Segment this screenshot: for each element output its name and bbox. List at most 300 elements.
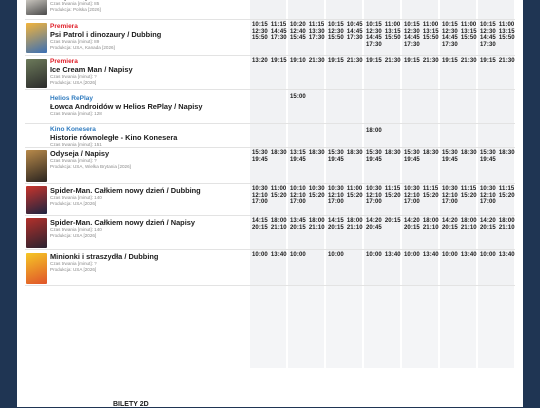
showtime-list (364, 148, 400, 163)
movie-row-historie-rownolegle (17, 124, 523, 148)
showtime-line (290, 252, 324, 259)
showtime-link[interactable]: 12:30 (328, 28, 344, 35)
showtime-link[interactable]: 13:20 (252, 58, 268, 64)
showtime-link[interactable]: 18:30 (346, 150, 363, 156)
day-cell (402, 56, 438, 89)
showtime-link[interactable]: 20:15 (290, 224, 306, 231)
day-cell (326, 148, 362, 183)
showtime-link[interactable]: 17:30 (480, 41, 496, 48)
showtime-link[interactable]: 15:30 (442, 150, 458, 156)
showtime-link[interactable]: 12:10 (442, 192, 458, 199)
showtime-link[interactable]: 10:00 (328, 252, 344, 258)
movie-production: Produkcja: USA [2026] (50, 201, 97, 206)
showtime-link[interactable]: 21:10 (460, 224, 477, 231)
showtime-link[interactable]: 13:15 (384, 28, 401, 35)
showtime-link[interactable]: 15:00 (290, 94, 306, 100)
showtime-link[interactable]: 11:00 (422, 22, 439, 28)
showtime-link[interactable]: 19:45 (404, 156, 420, 163)
showtime-link[interactable]: 20:15 (442, 224, 458, 231)
showtime-link[interactable]: 17:00 (480, 199, 496, 205)
showtime-link[interactable]: 20:15 (328, 224, 344, 231)
showtime-link[interactable]: 11:15 (308, 22, 325, 28)
movie-production: Produkcja: USA [2026] (50, 267, 97, 272)
movie-duration: Czas trwania [minut]: 89 (50, 39, 100, 44)
showtime-link[interactable]: 14:45 (366, 35, 382, 41)
day-cell (478, 56, 514, 89)
day-cell (288, 250, 324, 285)
showtime-link[interactable]: 18:00 (346, 218, 363, 224)
showtime-link[interactable]: 18:30 (422, 150, 439, 156)
showtime-line (366, 225, 400, 232)
showtime-line (366, 186, 400, 193)
showtime-link[interactable]: 11:00 (384, 22, 401, 28)
showtime-link[interactable]: 21:30 (498, 58, 515, 64)
movie-title[interactable]: Spider-Man. Całkiem nowy dzień / Napisy (50, 218, 195, 227)
showtime-link[interactable]: 18:30 (460, 150, 477, 156)
showtime-link[interactable]: 14:20 (404, 218, 420, 224)
day-cell (440, 216, 476, 249)
showtime-link[interactable]: 10:10 (290, 186, 306, 192)
showtime-link[interactable]: 17:00 (328, 199, 344, 205)
showtime-link[interactable]: 12:10 (404, 192, 420, 199)
movie-row-minionki (17, 250, 523, 286)
showtime-list (326, 216, 362, 231)
showtime-line (290, 225, 324, 232)
showtime-link[interactable]: 10:00 (252, 252, 268, 258)
showtime-link[interactable]: 11:00 (346, 186, 363, 192)
day-cell-empty (250, 286, 286, 368)
showtime-line (442, 186, 476, 193)
showtime-link[interactable]: 13:15 (460, 28, 477, 35)
showtime-link[interactable]: 10:00 (290, 252, 306, 258)
showtime-link[interactable]: 21:30 (384, 58, 401, 64)
day-cell (364, 56, 400, 89)
showtime-link[interactable]: 10:30 (480, 186, 496, 192)
showtime-link[interactable]: 17:30 (366, 41, 382, 48)
movie-info (50, 95, 260, 117)
movie-row-odyseja (17, 148, 523, 184)
showtime-link[interactable]: 17:30 (442, 41, 458, 48)
movie-duration: Czas trwania [minut]: 85 (50, 1, 100, 6)
showtime-link[interactable]: 20:15 (404, 224, 420, 231)
day-cell (326, 0, 362, 19)
showtime-link[interactable]: 10:20 (290, 22, 306, 28)
movie-info (50, 0, 260, 13)
showtime-link[interactable]: 12:10 (290, 192, 306, 199)
showtime-link[interactable]: 17:30 (404, 41, 420, 48)
showtime-link[interactable]: 18:30 (270, 150, 287, 156)
showtime-line (404, 58, 438, 65)
showtime-line (480, 35, 514, 42)
showtime-link[interactable]: 14:45 (346, 28, 363, 35)
movie-row-spider-man-napisy (17, 216, 523, 250)
showtime-link[interactable]: 14:20 (366, 218, 382, 224)
day-cell (250, 184, 286, 215)
showtime-link[interactable]: 19:10 (290, 58, 306, 64)
showtime-link[interactable]: 15:50 (252, 35, 268, 41)
showtime-link[interactable]: 10:30 (366, 186, 382, 192)
movie-poster[interactable] (26, 186, 47, 214)
showtime-line (328, 252, 362, 259)
day-cell (402, 250, 438, 285)
showtime-list (364, 216, 400, 231)
showtime-link[interactable]: 18:00 (366, 128, 382, 134)
movie-title[interactable]: Odyseja / Napisy (50, 149, 110, 158)
showtime-link[interactable]: 17:30 (270, 35, 287, 41)
showtime-link[interactable]: 10:15 (480, 22, 496, 28)
showtime-link[interactable]: 14:15 (328, 218, 344, 224)
day-cell (478, 90, 514, 123)
showtime-line (404, 35, 438, 42)
showtime-link[interactable]: 14:20 (480, 218, 496, 224)
showtime-link[interactable]: 13:40 (270, 252, 287, 258)
showtime-link[interactable]: 12:10 (366, 192, 382, 199)
showtime-link[interactable]: 21:30 (308, 58, 325, 64)
showtime-line (442, 150, 476, 157)
showtime-link[interactable]: 21:10 (498, 224, 515, 231)
showtime-link[interactable]: 10:15 (442, 22, 458, 28)
movie-poster[interactable] (26, 23, 47, 53)
day-cell (288, 0, 324, 19)
showtime-link[interactable]: 19:45 (252, 156, 268, 163)
movie-poster[interactable] (26, 218, 47, 248)
showtime-link[interactable]: 11:00 (460, 22, 477, 28)
showtime-link[interactable]: 17:00 (404, 199, 420, 205)
day-cell (326, 184, 362, 215)
day-cell (364, 184, 400, 215)
day-cell (402, 20, 438, 55)
showtime-link[interactable]: 13:40 (384, 252, 401, 258)
showtime-link[interactable]: 15:30 (404, 150, 420, 156)
showtime-link[interactable]: 21:10 (308, 224, 325, 231)
movie-title[interactable]: Minionki i straszydła / Dubbing (50, 252, 159, 261)
day-cell (250, 124, 286, 147)
showtime-link[interactable]: 10:30 (442, 186, 458, 192)
showtime-link[interactable]: 15:50 (422, 35, 439, 41)
showtime-link[interactable]: 10:00 (442, 252, 458, 258)
showtime-list (288, 148, 324, 163)
showtime-link[interactable]: 19:15 (442, 58, 458, 64)
day-cell (440, 148, 476, 183)
showtime-link[interactable]: 17:00 (290, 199, 306, 205)
showtime-line (290, 199, 324, 206)
showtime-link[interactable]: 20:15 (252, 224, 268, 231)
showtime-link[interactable]: 19:45 (290, 156, 306, 163)
showtime-link[interactable]: 12:30 (442, 28, 458, 35)
showtime-link[interactable]: 12:40 (290, 28, 306, 35)
showtime-link[interactable]: 19:15 (270, 58, 287, 64)
showtime-link[interactable]: 17:00 (252, 199, 268, 205)
showtime-link[interactable]: 20:15 (384, 218, 401, 224)
day-cell (288, 216, 324, 249)
showtime-link[interactable]: 17:00 (366, 199, 382, 205)
showtime-link[interactable]: 13:40 (460, 252, 477, 258)
showtime-line (252, 225, 286, 232)
showtime-list (478, 184, 514, 206)
showtime-line (328, 22, 362, 29)
premiere-badge: Premiera (50, 58, 78, 65)
showtime-link[interactable]: 15:30 (480, 150, 496, 156)
showtime-link[interactable]: 10:15 (404, 22, 420, 28)
showtime-link[interactable]: 14:45 (270, 28, 287, 35)
showtime-link[interactable]: 11:15 (460, 186, 477, 192)
showtime-link[interactable]: 19:45 (480, 156, 496, 163)
showtime-link[interactable]: 18:00 (498, 218, 515, 224)
showtime-list (440, 250, 476, 259)
day-cell-empty (288, 286, 324, 368)
day-cell (364, 20, 400, 55)
showtime-link[interactable]: 19:45 (366, 156, 382, 163)
showtime-link[interactable]: 12:10 (480, 192, 496, 199)
showtime-list (440, 20, 476, 48)
day-cell (326, 90, 362, 123)
showtime-link[interactable]: 18:00 (308, 218, 325, 224)
showtime-link[interactable]: 18:30 (308, 150, 325, 156)
day-cell (250, 20, 286, 55)
showtime-link[interactable]: 17:00 (442, 199, 458, 205)
showtime-line (290, 94, 324, 101)
showtime-link[interactable]: 10:15 (366, 22, 382, 28)
showtime-line (404, 199, 438, 206)
showtime-list (402, 56, 438, 65)
showtime-link[interactable]: 15:20 (270, 192, 287, 199)
showtime-link[interactable]: 14:15 (252, 218, 268, 224)
showtime-link[interactable]: 10:30 (252, 186, 268, 192)
day-cell (402, 148, 438, 183)
showtime-line (328, 186, 362, 193)
day-cell (402, 216, 438, 249)
showtime-link[interactable]: 15:30 (252, 150, 268, 156)
showtime-link[interactable]: 15:20 (346, 192, 363, 199)
movie-title[interactable]: Łowca Androidów w Helios RePlay / Napisy (50, 102, 203, 111)
day-cell (440, 90, 476, 123)
showtime-list (364, 20, 400, 48)
movie-info (50, 186, 260, 207)
showtime-link[interactable]: 15:20 (498, 192, 515, 199)
showtime-line (290, 58, 324, 65)
day-cell (364, 216, 400, 249)
showtime-link[interactable]: 13:15 (498, 28, 515, 35)
showtime-link[interactable]: 20:15 (480, 224, 496, 231)
showtime-link[interactable]: 21:30 (460, 58, 477, 64)
showtime-list (440, 216, 476, 231)
showtime-link[interactable]: 10:45 (346, 22, 363, 28)
showtime-list (326, 148, 362, 163)
showtime-link[interactable]: 12:30 (252, 28, 268, 35)
showtime-list (250, 148, 286, 163)
showtime-link[interactable]: 10:30 (404, 186, 420, 192)
showtime-link[interactable]: 21:30 (422, 58, 439, 64)
movie-title[interactable]: Ice Cream Man / Napisy (50, 65, 133, 74)
showtime-link[interactable]: 12:10 (252, 192, 268, 199)
showtime-link[interactable]: 19:15 (480, 58, 496, 64)
movie-poster[interactable] (26, 0, 47, 15)
day-cell (478, 0, 514, 19)
showtime-link[interactable]: 11:15 (498, 186, 515, 192)
movie-production: Produkcja: Polska [2026] (50, 7, 101, 12)
showtime-link[interactable]: 15:20 (460, 192, 477, 199)
showtime-list (440, 56, 476, 65)
showtime-line (404, 42, 438, 49)
showtime-line (480, 252, 514, 259)
showtime-link[interactable]: 10:00 (480, 252, 496, 258)
showtime-link[interactable]: 18:00 (270, 218, 287, 224)
showtime-link[interactable]: 19:15 (404, 58, 420, 64)
showtime-list (364, 56, 400, 65)
showtime-link[interactable]: 10:15 (252, 22, 268, 28)
showtime-list (288, 90, 324, 101)
showtime-link[interactable]: 13:40 (498, 252, 515, 258)
showtime-line (480, 225, 514, 232)
showtime-link[interactable]: 10:00 (366, 252, 382, 258)
movie-row-psi-patrol (17, 20, 523, 56)
day-cell (288, 90, 324, 123)
showtime-link[interactable]: 15:30 (366, 150, 382, 156)
showtime-link[interactable]: 21:30 (346, 58, 363, 64)
showtime-line (328, 35, 362, 42)
showtime-line (480, 186, 514, 193)
movie-title[interactable]: Spider-Man. Całkiem nowy dzień / Dubbing (50, 186, 201, 195)
showtime-link[interactable]: 20:45 (366, 224, 382, 231)
showtime-link[interactable]: 11:15 (384, 186, 401, 192)
movie-duration: Czas trwania [minut]: 151 (50, 142, 102, 147)
showtime-list (250, 216, 286, 231)
showtime-link[interactable]: 13:45 (290, 218, 306, 224)
movie-poster[interactable] (26, 150, 47, 182)
showtime-link[interactable]: 15:20 (422, 192, 439, 199)
showtime-link[interactable]: 17:30 (308, 35, 325, 41)
movie-row-odzyskany (17, 0, 523, 20)
showtime-link[interactable]: 15:50 (498, 35, 515, 41)
showtime-line (480, 199, 514, 206)
showtime-link[interactable]: 10:30 (308, 186, 325, 192)
series-label[interactable]: Kino Konesera (50, 126, 96, 133)
movie-info (50, 126, 260, 148)
showtime-line (252, 22, 286, 29)
showtime-line (328, 157, 362, 164)
showtime-link[interactable]: 15:20 (308, 192, 325, 199)
showtime-link[interactable]: 19:15 (366, 58, 382, 64)
showtime-link[interactable]: 11:15 (422, 186, 439, 192)
showtime-link[interactable]: 15:20 (384, 192, 401, 199)
showtime-line (404, 218, 438, 225)
showtime-line (442, 252, 476, 259)
showtime-list (288, 250, 324, 259)
showtime-link[interactable]: 10:00 (404, 252, 420, 258)
showtime-link[interactable]: 17:30 (346, 35, 363, 41)
movie-info (50, 58, 260, 86)
showtime-link[interactable]: 18:00 (422, 218, 439, 224)
showtime-list (364, 124, 400, 135)
day-cell (326, 216, 362, 249)
showtime-link[interactable]: 15:30 (328, 150, 344, 156)
movie-duration: Czas trwania [minut]: 128 (50, 111, 102, 116)
showtime-link[interactable]: 14:45 (480, 35, 496, 41)
showtime-link[interactable]: 13:40 (422, 252, 439, 258)
showtime-link[interactable]: 12:30 (366, 28, 382, 35)
showtime-link[interactable]: 19:45 (442, 156, 458, 163)
showtime-list (402, 216, 438, 231)
showtime-list (250, 184, 286, 206)
movie-poster[interactable] (26, 253, 47, 284)
showtime-list (326, 184, 362, 206)
showtime-line (252, 252, 286, 259)
showtime-link[interactable]: 11:15 (270, 22, 287, 28)
showtime-line (366, 252, 400, 259)
movie-duration: Czas trwania [minut]: ? (50, 74, 97, 79)
showtime-list (250, 56, 286, 65)
showtime-line (442, 225, 476, 232)
showtime-link[interactable]: 21:10 (270, 224, 287, 231)
showtime-link[interactable]: 11:00 (498, 22, 515, 28)
movie-title[interactable]: Historie równoległe - Kino Konesera (50, 133, 178, 142)
day-cell (250, 148, 286, 183)
movie-poster[interactable] (26, 59, 47, 88)
showtime-link[interactable]: 13:15 (422, 28, 439, 35)
day-cell (288, 184, 324, 215)
day-cell (326, 250, 362, 285)
showtime-link[interactable]: 10:15 (328, 22, 344, 28)
showtime-link[interactable]: 21:10 (422, 224, 439, 231)
showtime-link[interactable]: 18:30 (498, 150, 515, 156)
movie-title[interactable]: Psi Patrol i dinozaury / Dubbing (50, 30, 162, 39)
showtime-link[interactable]: 14:45 (404, 35, 420, 41)
showtime-line (328, 199, 362, 206)
showtime-line (366, 199, 400, 206)
day-cell (250, 216, 286, 249)
showtime-link[interactable]: 15:50 (384, 35, 401, 41)
showtime-link[interactable]: 19:15 (328, 58, 344, 64)
day-cell (402, 0, 438, 19)
day-cell (402, 124, 438, 147)
showtime-link[interactable]: 13:30 (308, 28, 325, 35)
showtime-link[interactable]: 12:30 (404, 28, 420, 35)
showtime-line (480, 157, 514, 164)
showtime-line (252, 218, 286, 225)
showtime-line (328, 225, 362, 232)
movie-duration: Czas trwania [minut]: ? (50, 158, 97, 163)
showtime-link[interactable]: 13:15 (290, 150, 306, 156)
movie-info (50, 252, 260, 273)
showtime-link[interactable]: 10:30 (328, 186, 344, 192)
showtime-line (290, 22, 324, 29)
showtime-link[interactable]: 14:45 (442, 35, 458, 41)
showtime-link[interactable]: 15:45 (290, 35, 306, 41)
showtime-list (440, 184, 476, 206)
showtime-line (290, 157, 324, 164)
showtime-line (366, 35, 400, 42)
showtime-list (288, 184, 324, 206)
showtime-link[interactable]: 11:00 (270, 186, 287, 192)
showtime-link[interactable]: 18:00 (460, 218, 477, 224)
showtime-link[interactable]: 12:30 (480, 28, 496, 35)
showtime-line (290, 150, 324, 157)
showtime-list (364, 184, 400, 206)
series-label[interactable]: Helios RePlay (50, 95, 93, 102)
showtime-link[interactable]: 12:10 (328, 192, 344, 199)
showtime-link[interactable]: 19:45 (328, 156, 344, 163)
day-cell (440, 0, 476, 19)
showtime-link[interactable]: 14:20 (442, 218, 458, 224)
day-cell (288, 56, 324, 89)
showtime-link[interactable]: 21:10 (346, 224, 363, 231)
showtime-link[interactable]: 18:30 (384, 150, 401, 156)
showtime-link[interactable]: 15:50 (460, 35, 477, 41)
day-cell (326, 124, 362, 147)
day-cell (250, 0, 286, 19)
repertoire-sheet (17, 0, 523, 407)
showtime-link[interactable]: 15:50 (328, 35, 344, 41)
